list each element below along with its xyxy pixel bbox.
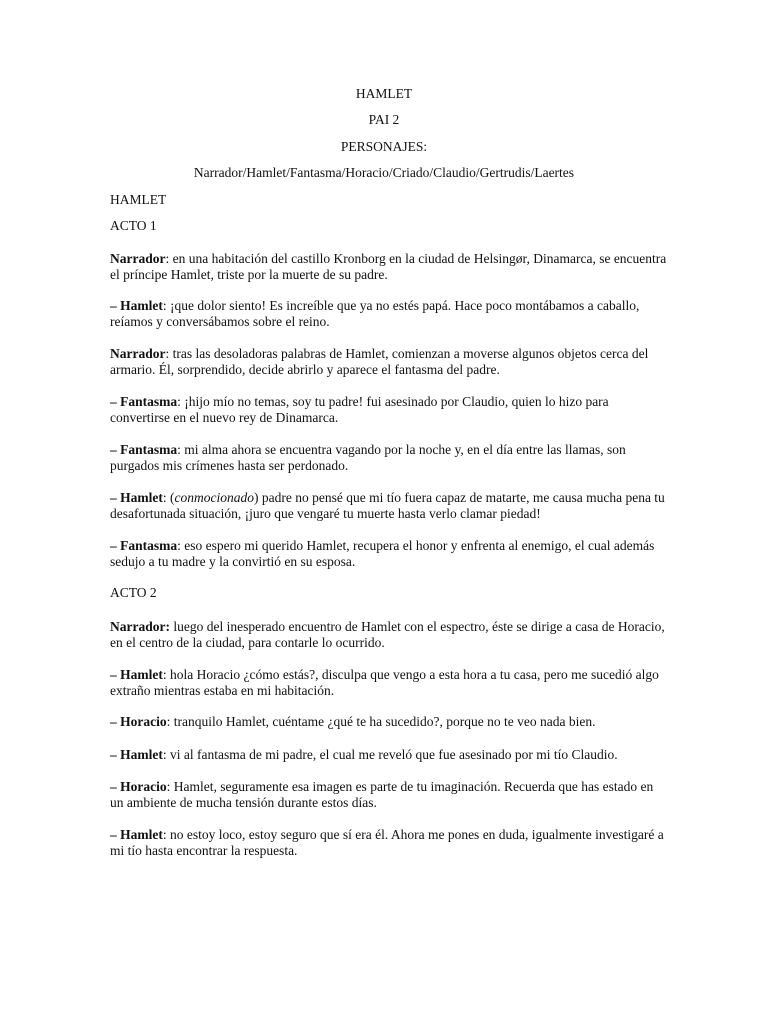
- dialogue-text: ¡que dolor siento! Es increíble que ya no estés papá. Hace poco montábamos a caballo, reíamos y conversábamos sobre el reino.: [110, 298, 640, 329]
- dialogue-text: Hamlet, seguramente esa imagen es parte de tu imaginación. Recuerda que has estado en un ambiente de mucha tensión durante estos días.: [110, 779, 654, 810]
- speaker-name: Narrador: [110, 346, 166, 361]
- dialogue-line: Narrador: en una habitación del castillo Kronborg en la ciudad de Helsingør, Dinamarca, se encuentra el príncipe Hamlet, triste por la muerte de su padre.: [110, 251, 667, 282]
- play-title: HAMLET: [110, 192, 167, 207]
- dialogue-line: – Hamlet: vi al fantasma de mi padre, el cual me reveló que fue asesinado por mi tío Claudio.: [110, 747, 618, 762]
- dialogue-line: Narrador: tras las desoladoras palabras de Hamlet, comienzan a moverse algunos objetos cerca del armario. Él, sorprendido, decide abrirlo y aparece el fantasma del padre.: [110, 346, 649, 377]
- speaker-name: – Hamlet: [110, 298, 163, 313]
- characters-list: Narrador/Hamlet/Fantasma/Horacio/Criado/Claudio/Gertrudis/Laertes: [193, 165, 575, 180]
- document-title: HAMLET: [355, 86, 413, 101]
- dialogue-text: padre no pensé que mi tío fuera capaz de matarte, me causa mucha pena tu desafortunada situación, ¡juro que vengaré tu muerte hasta verlo clamar piedad!: [110, 490, 665, 521]
- act-1-heading: ACTO 1: [110, 218, 157, 233]
- dialogue-line: – Hamlet: (conmocionado) padre no pensé que mi tío fuera capaz de matarte, me causa mucha pena tu desafortunada situación, ¡juro que vengaré tu muerte hasta verlo clamar piedad!: [110, 490, 665, 521]
- speaker-name: – Hamlet: [110, 827, 163, 842]
- dialogue-line: – Fantasma: eso espero mi querido Hamlet, recupera el honor y enfrenta al enemigo, el cual además sedujo a tu madre y la convirtió en su esposa.: [110, 538, 655, 569]
- dialogue-line: – Horacio: tranquilo Hamlet, cuéntame ¿qué te ha sucedido?, porque no te veo nada bien.: [110, 714, 596, 729]
- dialogue-line: – Horacio: Hamlet, seguramente esa imagen es parte de tu imaginación. Recuerda que has estado en un ambiente de mucha tensión durante estos días.: [110, 779, 654, 810]
- stage-direction: conmocionado: [174, 490, 254, 505]
- dialogue-line: [110, 619, 670, 651]
- dialogue-text: ¡hijo mío no temas, soy tu padre! fui asesinado por Claudio, quien lo hizo para convertirse en el nuevo rey de Dinamarca.: [110, 394, 609, 425]
- speaker-name: Narrador: [110, 251, 166, 266]
- characters-heading: PERSONAJES:: [340, 139, 428, 154]
- speaker-name: – Fantasma: [110, 394, 178, 409]
- dialogue-text: luego del inesperado encuentro de Hamlet con el espectro, éste se dirige a casa de Horacio, en el centro de la ciudad, para contarle lo ocurrido.: [110, 619, 665, 650]
- document-subtitle: PAI 2: [368, 112, 400, 127]
- dialogue-text: no estoy loco, estoy seguro que sí era él. Ahora me pones en duda, igualmente investigaré a mi tío hasta encontrar la respuesta.: [110, 827, 664, 858]
- speaker-name: – Horacio: [110, 779, 167, 794]
- dialogue-text: hola Horacio ¿cómo estás?, disculpa que vengo a esta hora a tu casa, pero me sucedió algo extraño mientras estaba en mi habitación.: [110, 667, 659, 698]
- dialogue-text: vi al fantasma de mi padre, el cual me reveló que fue asesinado por mi tío Claudio.: [170, 747, 618, 762]
- dialogue-text: en una habitación del castillo Kronborg en la ciudad de Helsingør, Dinamarca, se encuentra el príncipe Hamlet, triste por la muerte de su padre.: [110, 251, 667, 282]
- dialogue-line: – Hamlet: ¡que dolor siento! Es increíble que ya no estés papá. Hace poco montábamos a caballo, reíamos y conversábamos sobre el reino.: [110, 298, 640, 329]
- dialogue-text: mi alma ahora se encuentra vagando por la noche y, en el día entre las llamas, son purgados mis crímenes hasta ser perdonado.: [110, 442, 626, 473]
- dialogue-line: – Hamlet: no estoy loco, estoy seguro que sí era él. Ahora me pones en duda, igualmente investigaré a mi tío hasta encontrar la respuesta.: [110, 827, 664, 858]
- dialogue-text: tranquilo Hamlet, cuéntame ¿qué te ha sucedido?, porque no te veo nada bien.: [173, 714, 596, 729]
- speaker-name: – Fantasma: [110, 442, 178, 457]
- speaker-name: – Hamlet: [110, 747, 163, 762]
- dialogue-line: – Hamlet: hola Horacio ¿cómo estás?, disculpa que vengo a esta hora a tu casa, pero me sucedió algo extraño mientras estaba en mi habitación.: [110, 667, 659, 698]
- dialogue-line: – Fantasma: ¡hijo mío no temas, soy tu padre! fui asesinado por Claudio, quien lo hizo para convertirse en el nuevo rey de Dinamarca.: [110, 394, 609, 425]
- speaker-name: Narrador:: [110, 619, 170, 634]
- speaker-name: – Hamlet: [110, 490, 163, 505]
- dialogue-text: eso espero mi querido Hamlet, recupera el honor y enfrenta al enemigo, el cual además sedujo a tu madre y la convirtió en su esposa.: [110, 538, 655, 569]
- speaker-name: – Fantasma: [110, 538, 178, 553]
- dialogue-text: tras las desoladoras palabras de Hamlet, comienzan a moverse algunos objetos cerca del armario. Él, sorprendido, decide abrirlo y aparece el fantasma del padre.: [110, 346, 649, 377]
- dialogue-line: – Fantasma: mi alma ahora se encuentra vagando por la noche y, en el día entre las llamas, son purgados mis crímenes hasta ser perdonado.: [110, 442, 626, 473]
- speaker-name: – Horacio: [110, 714, 167, 729]
- speaker-name: – Hamlet: [110, 667, 163, 682]
- act-2-heading: ACTO 2: [110, 585, 157, 600]
